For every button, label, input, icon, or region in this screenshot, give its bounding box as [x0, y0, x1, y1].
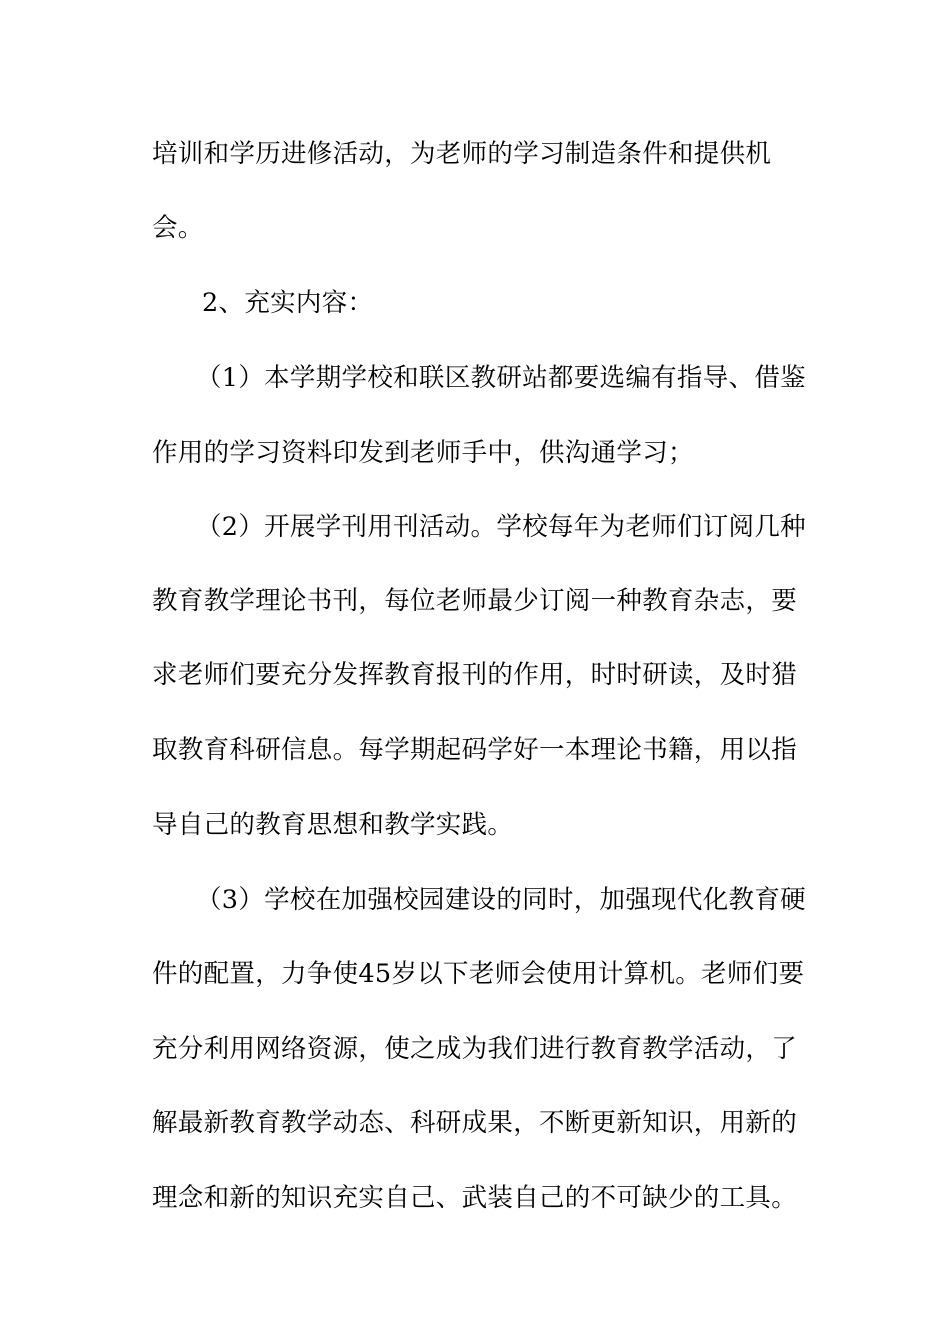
paragraph-line: 充分利用网络资源，使之成为我们进行教育教学活动，了 — [152, 1034, 798, 1064]
paragraph-line: 解最新教育教学动态、科研成果，不断更新知识，用新的 — [152, 1108, 798, 1138]
paragraph-line: （2）开展学刊用刊活动。学校每年为老师们订阅几种 — [196, 512, 806, 542]
paragraph-line: （1）本学期学校和联区教研站都要选编有指导、借鉴 — [196, 363, 806, 393]
paragraph-line: 取教育科研信息。每学期起码学好一本理论书籍，用以指 — [152, 735, 798, 765]
paragraph-line: 教育教学理论书刊，每位老师最少订阅一种教育杂志，要 — [152, 586, 798, 616]
paragraph-line: （3）学校在加强校园建设的同时，加强现代化教育硬 — [196, 885, 806, 915]
section-heading: 2、充实内容： — [202, 288, 374, 318]
paragraph-line: 导自己的教育思想和教学实践。 — [152, 810, 514, 840]
paragraph-line: 求老师们要充分发挥教育报刊的作用，时时研读，及时猎 — [152, 660, 798, 690]
paragraph-line: 理念和新的知识充实自己、武装自己的不可缺少的工具。 — [152, 1183, 798, 1213]
paragraph-line: 件的配置，力争使45岁以下老师会使用计算机。老师们要 — [152, 959, 805, 989]
paragraph-line: 作用的学习资料印发到老师手中，供沟通学习； — [152, 438, 694, 468]
paragraph-line: 会。 — [152, 213, 204, 243]
paragraph-line: 培训和学历进修活动，为老师的学习制造条件和提供机 — [152, 139, 772, 169]
